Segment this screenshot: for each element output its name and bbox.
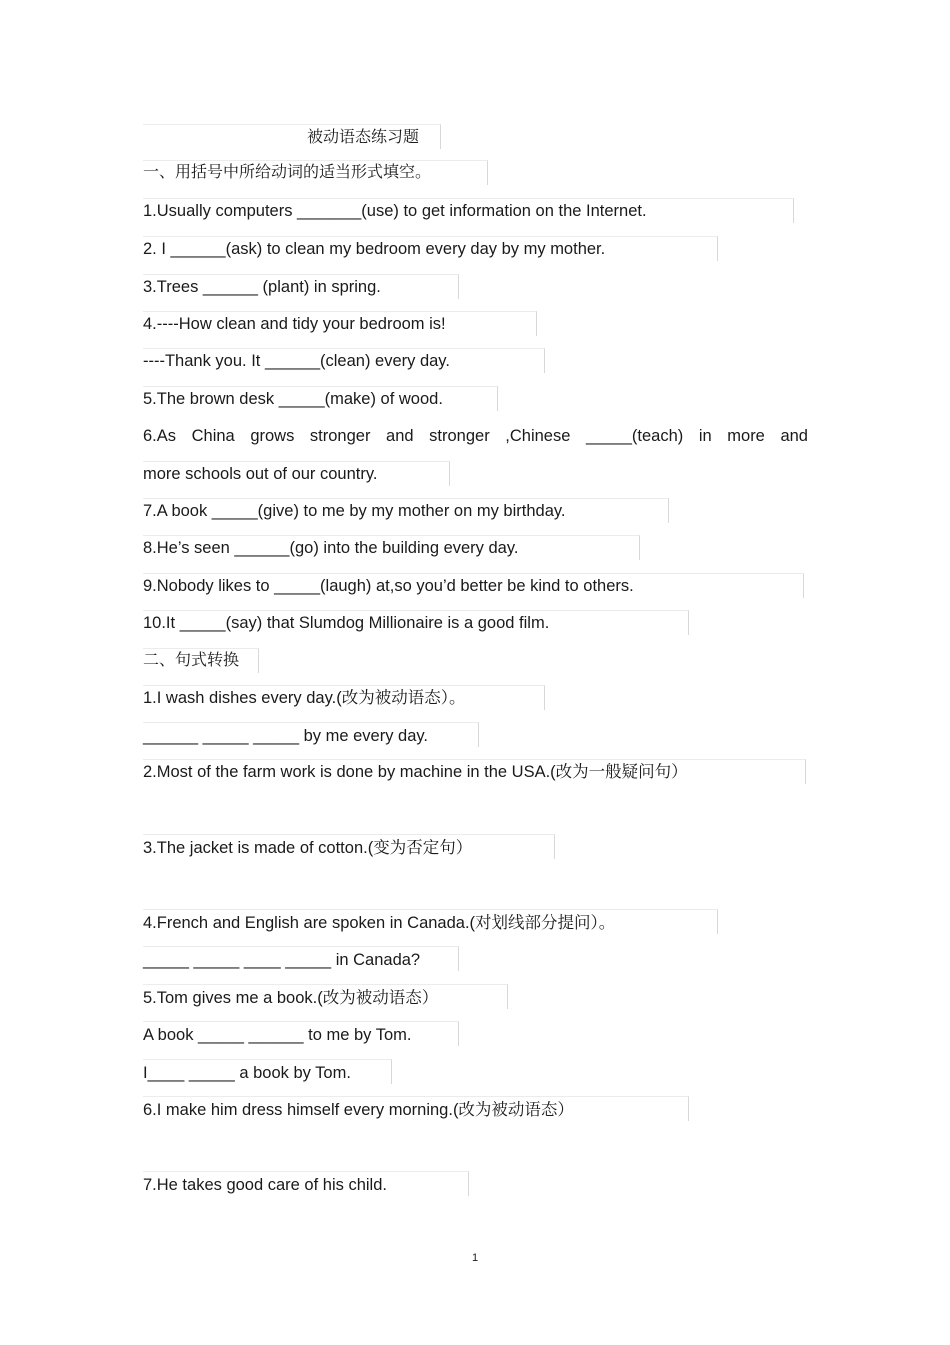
exercise-item: 6.As China grows stronger and stronger ,Chinese _____(teach) in more and	[143, 427, 808, 445]
question: 7.He takes good care of his child.	[143, 1176, 387, 1194]
question: 4.French and English are spoken in Canada.(对划线部分提问）。	[143, 914, 616, 932]
exercise-item: ----Thank you. It ______(clean) every day.	[143, 352, 450, 370]
answer-line: I____ _____ a book by Tom.	[143, 1064, 351, 1082]
exercise-item: 3.Trees ______ (plant) in spring.	[143, 278, 381, 296]
exercise-item: 10.It _____(say) that Slumdog Millionaire is a good film.	[143, 614, 550, 632]
exercise-item: 5.The brown desk _____(make) of wood.	[143, 390, 443, 408]
answer-line: A book _____ ______ to me by Tom.	[143, 1026, 412, 1044]
section2-heading: 二、句式转换	[143, 650, 240, 669]
section1-heading: 一、用括号中所给动词的适当形式填空。	[143, 162, 432, 181]
answer-line: _____ _____ ____ _____ in Canada?	[143, 951, 421, 969]
page-title: 被动语态练习题	[307, 127, 420, 146]
exercise-item: more schools out of our country.	[143, 465, 378, 483]
exercise-item: 7.A book _____(give) to me by my mother on my birthday.	[143, 502, 566, 520]
exercise-item: 8.He’s seen ______(go) into the building every day.	[143, 539, 519, 557]
question: 5.Tom gives me a book.(改为被动语态）	[143, 989, 439, 1007]
question: 2.Most of the farm work is done by machine in the USA.(改为一般疑问句）	[143, 763, 688, 781]
exercise-item: 4.----How clean and tidy your bedroom is!	[143, 315, 446, 333]
question: 1.I wash dishes every day.(改为被动语态）。	[143, 689, 466, 707]
exercise-item: 9.Nobody likes to _____(laugh) at,so you’d better be kind to others.	[143, 577, 634, 595]
answer-line: ______ _____ _____ by me every day.	[143, 727, 428, 745]
exercise-item: 2. I ______(ask) to clean my bedroom every day by my mother.	[143, 240, 606, 258]
exercise-item: 1.Usually computers _______(use) to get information on the Internet.	[143, 202, 647, 220]
page-number: 1	[471, 1252, 479, 1264]
question: 3.The jacket is made of cotton.(变为否定句）	[143, 839, 473, 857]
question: 6.I make him dress himself every morning.(改为被动语态）	[143, 1101, 574, 1119]
